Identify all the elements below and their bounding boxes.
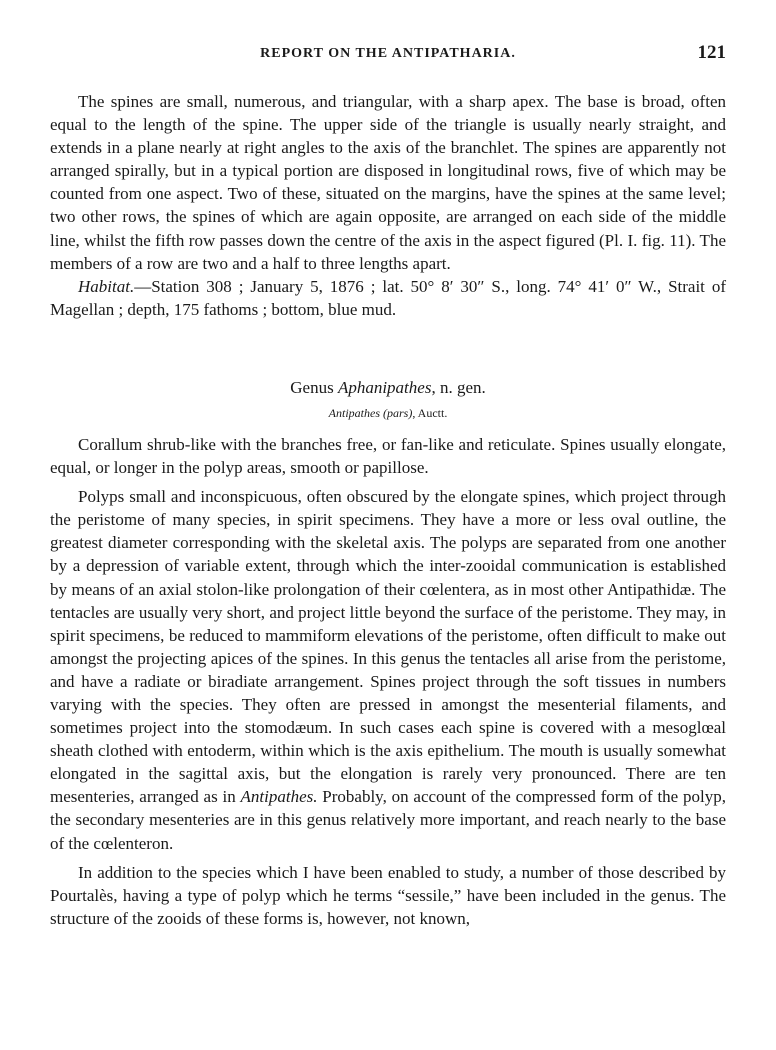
- genus-prefix: Genus: [290, 377, 338, 397]
- synonym-name: Antipathes: [328, 405, 380, 420]
- page-number: 121: [697, 42, 726, 63]
- spines-paragraph: The spines are small, numerous, and triangular, with a sharp apex. The base is broad, often equal to the length of the spine. The upper side of the triangle is usually nearly straight, and extends in a plane nearly at right angles to the axis of the branchlet. The spines are apparently not arranged spirally, but in a typical portion are disposed in longitudinal rows, five of which may be counted from one aspect. Two of these, situated on the margins, have the spines at the same level; two other rows, the spines of which are again opposite, are arranged on each side of the middle line, whilst the fifth row passes down the centre of the axis in the aspect figured (Pl. I. fig. 11). The members of a row are two and a half to three lengths apart.: [50, 92, 726, 273]
- habitat-paragraph: [50, 275, 726, 321]
- habitat-label: Habitat.: [78, 276, 135, 296]
- running-head: [50, 40, 726, 68]
- addition-paragraph: In addition to the species which I have been enabled to study, a number of those described by Pourtalès, having a type of polyp which he terms “sessile,” have been included in the genus. The structure of the zooids of these forms is, however, not known,: [50, 862, 726, 928]
- synonym-line: [50, 405, 726, 421]
- genus-heading: [50, 377, 726, 399]
- genus-name: Aphanipathes: [337, 377, 432, 397]
- polyps-text-2: Probably, on account of the compressed form of the polyp, the secondary mesenteries are in this genus relatively more important, and reach nearly to the base of the cœlenteron.: [50, 787, 726, 853]
- polyps-text-1: Polyps small and inconspicuous, often obscured by the elongate spines, which project through the peristome of many species, in spirit specimens. They have a more or less oval outline, the greatest diameter corresponding with the skeletal axis. The polyps are separated from one another by a depression of variable extent, through which the inter-zooidal communication is established by means of an axial stolon-like prolongation of their cœlentera, as in most other Antipathidæ. The tentacles are usually very short, and project little beyond the surface of the peristome. They may, in spirit specimens, be reduced to mammiform elevations of the peristome, often difficult to make out amongst the projecting apices of the spines. In this genus the tentacles all arise from the peristome, and have a radiate or biradiate arrangement. Spines project through the soft tissues in numbers varying with the species. They often are pressed in amongst the mesenterial filaments, and sometimes project into the stomodæum. In such cases each spine is covered with a mesoglœal sheath clothed with entoderm, within which is the axis epithelium. The mouth is usually somewhat elongated in the sagittal axis, but the elongation is rarely very pronounced. There are ten mesenteries, arranged as in: [50, 487, 726, 807]
- habitat-text: —Station 308 ; January 5, 1876 ; lat. 50° 8′ 30″ S., long. 74° 41′ 0″ W., Strait of Magellan ; depth, 175 fathoms ; bottom, blue mud.: [50, 276, 726, 319]
- synonym-pars: (pars): [382, 405, 413, 420]
- running-title: REPORT ON THE ANTIPATHARIA.: [260, 46, 516, 61]
- synonym-suffix: , Auctt.: [412, 405, 448, 420]
- genus-suffix: , n. gen.: [431, 377, 486, 397]
- polyps-genus-ref: Antipathes.: [240, 787, 318, 807]
- corallum-paragraph: Corallum shrub-like with the branches free, or fan-like and reticulate. Spines usually elongate, equal, or longer in the polyp areas, smooth or papillose.: [50, 434, 726, 478]
- page: [50, 40, 726, 930]
- polyps-paragraph: [50, 485, 726, 855]
